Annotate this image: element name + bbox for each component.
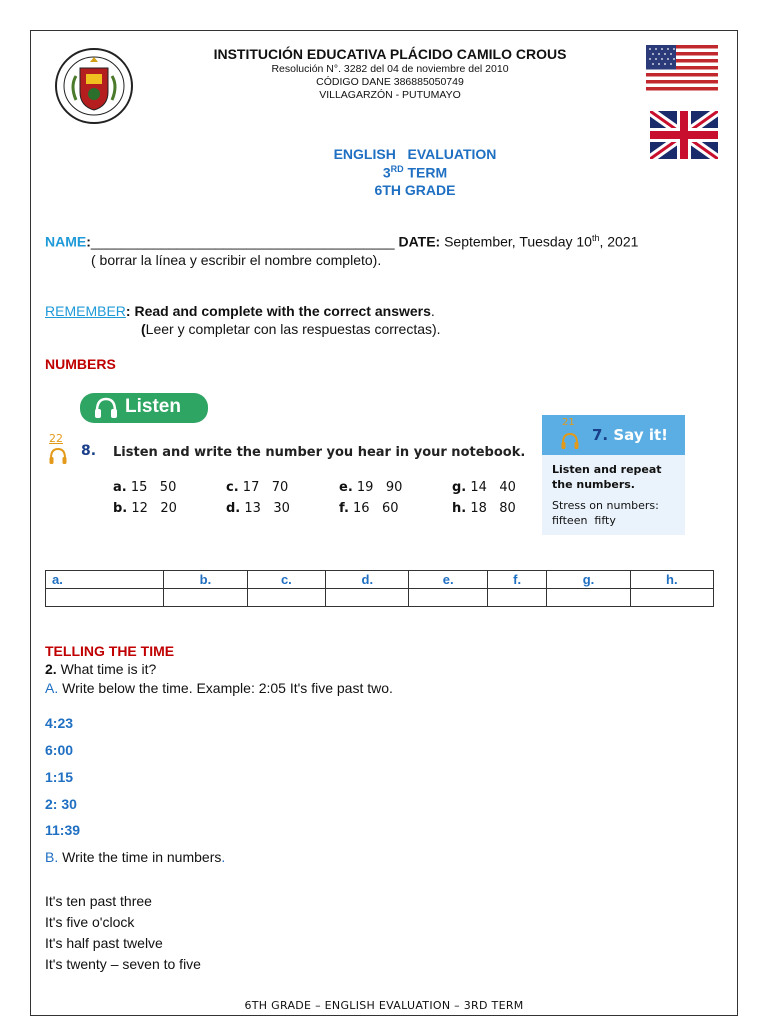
page-footer: 6TH GRADE – ENGLISH EVALUATION – 3RD TERM <box>244 999 524 1012</box>
school-seal-logo <box>50 46 138 126</box>
remember-label: REMEMBER <box>45 303 126 319</box>
track-number: 22 <box>49 432 63 445</box>
answer-header-g: g. <box>547 571 630 589</box>
exercise-instruction: Listen and write the number you hear in your notebook. <box>113 445 526 460</box>
pair-values: 15 50 <box>130 480 177 495</box>
grade-line: 6TH GRADE <box>374 182 456 198</box>
answer-cell-a[interactable] <box>46 589 164 607</box>
listen-badge <box>80 393 208 423</box>
answer-cell-e[interactable] <box>409 589 488 607</box>
time-question <box>45 661 156 677</box>
us-flag-icon <box>646 45 718 91</box>
evaluation-title: ENGLISH EVALUATION <box>333 146 497 162</box>
pair-label: e. <box>339 480 353 495</box>
time-item-2: 6:00 <box>45 742 74 758</box>
answer-header-a: a. <box>46 571 164 589</box>
pair-values: 17 70 <box>242 480 289 495</box>
say-it-headphones-icon <box>560 431 580 451</box>
number-pair-a <box>113 480 176 495</box>
institution-name: INSTITUCIÓN EDUCATIVA PLÁCIDO CAMILO CROUS <box>213 46 567 62</box>
date-label: DATE: <box>398 233 441 250</box>
answer-header-h: h. <box>630 571 713 589</box>
answer-cell-c[interactable] <box>247 589 326 607</box>
pair-values: 16 60 <box>353 501 399 516</box>
name-colon: : <box>86 233 91 250</box>
location-line: VILLAGARZÓN - PUTUMAYO <box>319 89 461 101</box>
audio-headphones-icon <box>48 446 68 466</box>
date-superscript: th <box>591 233 600 243</box>
question-number: 2. <box>45 661 57 677</box>
pair-label: c. <box>226 480 239 495</box>
say-it-line-3: Stress on numbers: <box>552 499 659 512</box>
pair-label: g. <box>452 480 467 495</box>
time-phrase-3: It's half past twelve <box>45 935 163 951</box>
say-it-box <box>542 415 685 535</box>
pair-label: d. <box>226 501 241 516</box>
resolution-line: Resolución N°. 3282 del 04 de noviembre del 2010 <box>271 63 509 75</box>
spanish-text: Leer y completar con las respuestas correctas). <box>145 321 441 337</box>
spanish-open-paren: ( <box>141 321 146 337</box>
part-b-text: Write the time in numbers <box>58 849 222 865</box>
answer-header-b: b. <box>164 571 247 589</box>
pair-values: 19 90 <box>356 480 403 495</box>
exercise-number: 8. <box>81 443 97 459</box>
answer-cell-h[interactable] <box>630 589 713 607</box>
answer-cell-b[interactable] <box>164 589 247 607</box>
part-b-label: B. <box>45 849 59 865</box>
number-pair-g <box>452 480 516 495</box>
time-phrase-1: It's ten past three <box>45 893 152 909</box>
date-value: September, Tuesday 10 <box>440 233 592 250</box>
say-it-header <box>542 415 685 455</box>
time-heading: TELLING THE TIME <box>45 643 175 659</box>
part-a-text: Write below the time. Example: 2:05 It's five past two. <box>58 680 393 696</box>
part-a-label: A. <box>45 680 59 696</box>
say-it-line-4: fifteen fifty <box>552 514 616 527</box>
answer-table-input-row <box>46 589 714 607</box>
say-it-track: 21 <box>562 417 575 428</box>
answer-table <box>45 570 714 607</box>
time-phrase-2: It's five o'clock <box>45 914 135 930</box>
name-label: NAME <box>45 233 87 250</box>
say-it-number: 7. <box>592 426 609 444</box>
answer-header-c: c. <box>247 571 326 589</box>
question-text: What time is it? <box>56 661 157 677</box>
say-it-line-1: Listen and repeat <box>552 463 662 476</box>
answer-cell-g[interactable] <box>547 589 630 607</box>
pair-values: 18 80 <box>470 501 516 516</box>
answer-table-header-row <box>46 571 714 589</box>
name-input-line[interactable]: _______________________________________ <box>90 233 395 250</box>
numbers-heading: NUMBERS <box>45 356 116 372</box>
number-pair-e <box>339 480 402 495</box>
time-item-3: 1:15 <box>45 769 74 785</box>
name-date-row <box>45 233 638 250</box>
time-item-4: 2: 30 <box>45 796 77 812</box>
number-pair-f <box>339 501 399 516</box>
part-a-instruction <box>45 680 393 696</box>
term-number: 3 <box>382 164 391 181</box>
pair-values: 14 40 <box>470 480 516 495</box>
pair-values: 12 20 <box>131 501 177 516</box>
number-pair-d <box>226 501 290 516</box>
number-pair-h <box>452 501 516 516</box>
term-word: TERM <box>403 164 448 181</box>
answer-header-e: e. <box>409 571 488 589</box>
remember-colon: : <box>125 303 131 319</box>
time-phrase-4: It's twenty – seven to five <box>45 956 201 972</box>
part-b-dot: . <box>221 849 226 865</box>
name-hint: ( borrar la línea y escribir el nombre completo). <box>91 252 382 268</box>
say-it-line-2: the numbers. <box>552 478 635 491</box>
answer-header-d: d. <box>326 571 409 589</box>
number-pair-c <box>226 480 288 495</box>
remember-text: Read and complete with the correct answers <box>130 303 431 319</box>
remember-dot: . <box>430 303 435 319</box>
remember-line <box>45 303 435 319</box>
say-it-title-text: Say it! <box>608 426 668 444</box>
answer-header-f: f. <box>487 571 546 589</box>
headphones-icon <box>94 397 118 419</box>
listen-label: Listen <box>125 396 181 417</box>
date-year: , 2021 <box>599 233 639 250</box>
number-pair-b <box>113 501 177 516</box>
say-it-title <box>592 426 668 444</box>
dane-code-line: CÓDIGO DANE 386885050749 <box>316 76 464 88</box>
part-b-instruction <box>45 849 225 865</box>
pair-label: h. <box>452 501 467 516</box>
term-superscript: RD <box>390 164 404 174</box>
time-item-1: 4:23 <box>45 715 74 731</box>
pair-label: a. <box>113 480 127 495</box>
answer-cell-d[interactable] <box>326 589 409 607</box>
remember-spanish <box>141 321 441 337</box>
pair-values: 13 30 <box>244 501 290 516</box>
pair-label: f. <box>339 501 349 516</box>
time-item-5: 11:39 <box>45 822 81 838</box>
uk-flag-icon <box>650 111 718 159</box>
answer-cell-f[interactable] <box>487 589 546 607</box>
term-line <box>300 164 530 181</box>
pair-label: b. <box>113 501 128 516</box>
